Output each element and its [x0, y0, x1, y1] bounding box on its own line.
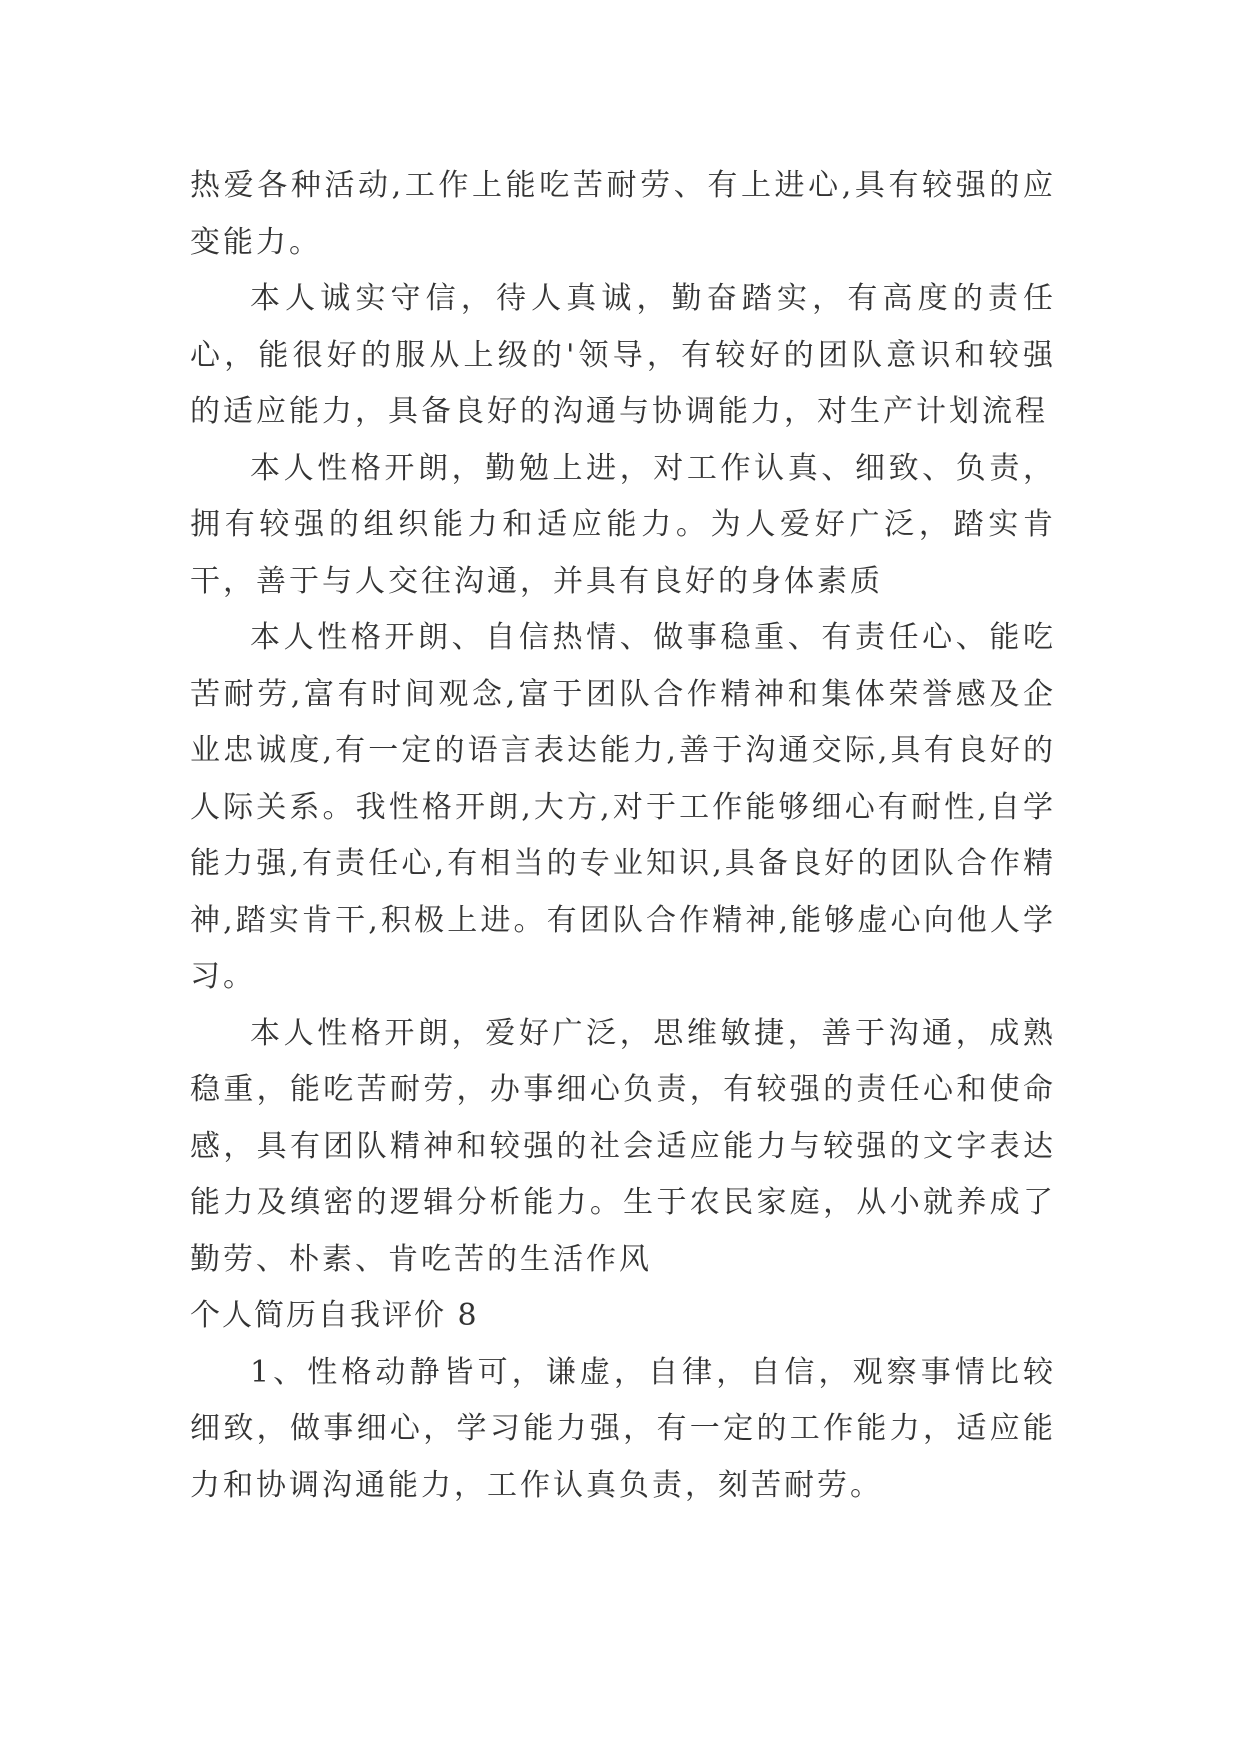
paragraph-5: 本人性格开朗，爱好广泛，思维敏捷，善于沟通，成熟稳重，能吃苦耐劳，办事细心负责，有较强的责任心和使命感，具有团队精神和较强的社会适应能力与较强的文字表达能力及缜密的逻辑分析能力。生于农民家庭，从小就养成了勤劳、朴素、肯吃苦的生活作风: [190, 1015, 1056, 1277]
paragraph-3: 本人性格开朗，勤勉上进，对工作认真、细致、负责，拥有较强的组织能力和适应能力。为人爱好广泛，踏实肯干，善于与人交往沟通，并具有良好的身体素质: [190, 450, 1056, 599]
section-heading: 个人简历自我评价 8: [190, 1298, 479, 1333]
paragraph-1: 热爱各种活动,工作上能吃苦耐劳、有上进心,具有较强的应变能力。: [190, 168, 1056, 260]
document-body: [190, 158, 1056, 1514]
paragraph-6: 1、性格动静皆可，谦虚，自律，自信，观察事情比较细致，做事细心，学习能力强，有一定的工作能力，适应能力和协调沟通能力，工作认真负责，刻苦耐劳。: [190, 1354, 1056, 1503]
paragraph-2: 本人诚实守信，待人真诚，勤奋踏实，有高度的责任心，能很好的服从上级的'领导，有较好的团队意识和较强的适应能力，具备良好的沟通与协调能力，对生产计划流程: [190, 281, 1056, 429]
paragraph-4: 本人性格开朗、自信热情、做事稳重、有责任心、能吃苦耐劳,富有时间观念,富于团队合作精神和集体荣誉感及企业忠诚度,有一定的语言表达能力,善于沟通交际,具有良好的人际关系。我性格开朗,大方,对于工作能够细心有耐性,自学能力强,有责任心,有相当的专业知识,具备良好的团队合作精神,踏实肯干,积极上进。有团队合作精神,能够虚心向他人学习。: [190, 620, 1056, 994]
